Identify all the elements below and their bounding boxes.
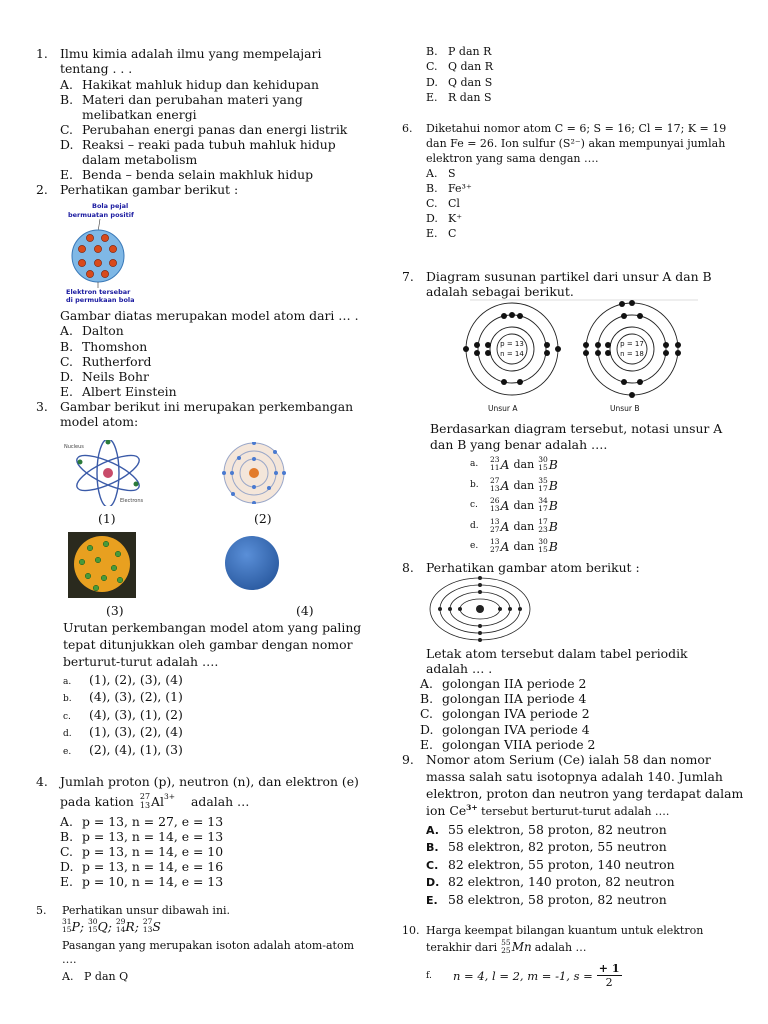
q2-option-b[interactable]: B. Thomshon (60, 339, 148, 354)
atom-model-3-figure (68, 532, 136, 598)
conjunction: dan (513, 478, 535, 492)
q9-option-b[interactable]: B. 58 elektron, 82 proton, 55 neutron (426, 839, 667, 854)
atomic-number: 23 (538, 525, 548, 534)
thomson-model-figure (60, 198, 150, 306)
q2-number: 2. (36, 182, 48, 197)
q3-question-line: tepat ditunjukkan oleh gambar dengan nomor (63, 637, 353, 652)
mass-number: 23 (490, 455, 500, 464)
q4-option-a[interactable]: A. p = 13, n = 27, e = 13 (60, 814, 224, 829)
element-symbol: A (500, 538, 510, 554)
q1-option-b-cont: melibatkan energi (82, 107, 197, 122)
q5-number: 5. (36, 904, 47, 917)
mass-number: 13 (490, 517, 500, 526)
option-letter: e. (470, 541, 479, 551)
element-symbol: A (500, 477, 510, 493)
q6-line: Diketahui nomor atom C = 6; S = 16; Cl = 17; K = 19 (426, 122, 727, 135)
mass-number: 26 (490, 496, 500, 505)
q2-option-e[interactable]: E. Albert Einstein (60, 384, 177, 399)
q5-question: Pasangan yang merupakan isoton adalah atom-atom (62, 939, 355, 952)
q8-question: Letak atom tersebut dalam tabel periodik (426, 646, 688, 661)
q3-stem: Gambar berikut ini merupakan perkembangan (60, 399, 354, 414)
q1-number: 1. (36, 46, 48, 61)
q9-line: ion $Ce^{3+}$ tersebut berturut-turut adalah …. (426, 803, 670, 819)
element-symbol: B (548, 456, 558, 472)
q2-stem: Perhatikan gambar berikut : (60, 182, 239, 197)
atomic-number: 17 (538, 484, 548, 493)
q8-option-a[interactable]: A. golongan IIA periode 2 (420, 676, 587, 691)
q5-nuclide-list: 31 15 P ; 30 15 Q ; 29 14 R ; 27 13 S (62, 917, 161, 934)
atom-a-neutrons: n = 14 (500, 350, 524, 358)
conjunction: dan (513, 539, 535, 553)
q2-question: Gambar diatas merupakan model atom dari … . (60, 308, 359, 323)
q7-option-a[interactable] (470, 456, 558, 472)
figure-label: Elektron tersebar (66, 288, 131, 296)
atomic-number: 27 (490, 525, 500, 534)
q4-number: 4. (36, 774, 48, 789)
q8-question: adalah … . (426, 661, 493, 676)
q4-option-b[interactable]: B. p = 13, n = 14, e = 13 (60, 829, 224, 844)
element-symbol: A (500, 497, 510, 513)
element-symbol: B (548, 518, 558, 534)
option-letter: a. (470, 459, 479, 469)
q10-number: 10. (402, 924, 420, 937)
figure-label: Electrons (120, 498, 144, 504)
fig-label-3: (3) (106, 603, 124, 618)
q9-option-c[interactable]: C. 82 elektron, 55 proton, 140 neutron (426, 857, 675, 872)
q5-option-e[interactable]: E. R dan S (426, 91, 492, 104)
figure-label: di permukaan bola (66, 296, 135, 304)
q7-question: Berdasarkan diagram tersebut, notasi unsur A (430, 421, 723, 436)
q9-option-e[interactable]: E. 58 elektron, 58 proton, 82 neutron (426, 892, 667, 907)
q5-option-a[interactable]: A. P dan Q (62, 970, 129, 983)
q5-option-c[interactable]: C. Q dan R (426, 60, 493, 73)
q4-option-c[interactable]: C. p = 13, n = 14, e = 10 (60, 844, 224, 859)
mass-number: 35 (538, 476, 548, 485)
mass-number: 27 (139, 792, 151, 801)
q7-option-d[interactable] (470, 518, 558, 534)
conjunction: dan (513, 498, 535, 512)
conjunction: dan (513, 519, 535, 533)
q6-option-b[interactable]: B. Fe³⁺ (426, 182, 472, 195)
q7-option-e[interactable] (470, 538, 558, 554)
atom-a-protons: p = 13 (500, 340, 524, 348)
atomic-number: 15 (538, 463, 548, 472)
q3-question-line: berturut-turut adalah …. (63, 654, 219, 669)
q1-option-d[interactable]: D. Reaksi – reaki pada tubuh mahluk hidup (60, 137, 336, 152)
q3-option-c[interactable]: c. (4), (3), (1), (2) (63, 707, 183, 722)
q7-option-b[interactable] (470, 477, 558, 493)
q9-line: massa salah satu isotopnya adalah 140. Jumlah (426, 769, 723, 784)
q8-option-e[interactable]: E. golongan VIIA periode 2 (420, 737, 596, 752)
q3-question-line: Urutan perkembangan model atom yang paling (63, 620, 362, 635)
q5-question: …. (62, 953, 77, 966)
q6-option-d[interactable]: D. K⁺ (426, 212, 463, 225)
q3-option-b[interactable]: b. (4), (3), (2), (1) (63, 689, 183, 704)
mass-number: 34 (538, 496, 548, 505)
figure-label: Bola pejal (92, 202, 129, 210)
atom-model-1-figure (62, 440, 152, 506)
q9-number: 9. (402, 752, 414, 767)
q1-option-a[interactable]: A. Hakikat mahluk hidup dan kehidupan (60, 77, 319, 92)
q6-line: dan Fe = 26. Ion sulfur (S²⁻) akan mempunyai jumlah (426, 137, 726, 150)
mass-number: 13 (490, 537, 500, 546)
q10-line: terakhir dari 55 25 Mn adalah … (426, 938, 587, 955)
q7-question: dan B yang benar adalah …. (430, 437, 608, 452)
mass-number: 30 (538, 455, 548, 464)
fig-label-1: (1) (98, 511, 116, 526)
atomic-number: 13 (490, 484, 500, 493)
fig-label-2: (2) (254, 511, 272, 526)
atom-b (586, 303, 678, 395)
q9-option-a[interactable]: A. 55 elektron, 58 proton, 82 neutron (426, 822, 667, 837)
q9-option-d[interactable]: D. 82 elektron, 140 proton, 82 neutron (426, 874, 675, 889)
electron-configuration-diagram (452, 298, 702, 416)
element-symbol: A (500, 456, 510, 472)
atom-shell-figure (428, 576, 532, 642)
q4-option-e[interactable]: E. p = 10, n = 14, e = 13 (60, 874, 224, 889)
q8-option-d[interactable]: D. golongan IVA periode 4 (420, 722, 590, 737)
q5-stem: Perhatikan unsur dibawah ini. (62, 904, 231, 917)
atomic-number: 13 (139, 801, 151, 810)
q7-stem: Diagram susunan partikel dari unsur A dan B (426, 269, 712, 284)
q6-option-c[interactable]: C. Cl (426, 197, 460, 210)
element-symbol: Al (151, 793, 164, 809)
q8-option-b[interactable]: B. golongan IIA periode 4 (420, 691, 587, 706)
q2-option-d[interactable]: D. Neils Bohr (60, 369, 149, 384)
atomic-number: 11 (490, 463, 500, 472)
q1-option-c[interactable]: C. Perubahan energi panas dan energi listrik (60, 122, 348, 137)
q8-option-c[interactable]: C. golongan IVA periode 2 (420, 706, 590, 721)
q1-stem: tentang . . . (60, 61, 133, 76)
q2-option-a[interactable]: A. Dalton (60, 323, 124, 338)
atom-b-neutrons: n = 18 (620, 350, 644, 358)
q7-stem: adalah sebagai berikut. (426, 284, 574, 299)
element-symbol: A (500, 518, 510, 534)
q10-option-f[interactable]: f. n = 4, l = 2, m = -1, s = $\frac{+ 1}{2}$ (426, 962, 620, 989)
atomic-number: 17 (538, 504, 548, 513)
q10-line: Harga keempat bilangan kuantum untuk elektron (426, 924, 704, 937)
atom-b-label: Unsur B (610, 404, 640, 413)
ion-charge: 3+ (163, 792, 176, 801)
element-symbol: B (548, 497, 558, 513)
q9-line: elektron, proton dan neutron yang terdapat dalam (426, 786, 744, 801)
q4-option-d[interactable]: D. p = 13, n = 14, e = 16 (60, 859, 224, 874)
conjunction: dan (513, 457, 535, 471)
q1-option-e[interactable]: E. Benda – benda selain makhluk hidup (60, 167, 314, 182)
q3-option-e[interactable]: e. (2), (4), (1), (3) (63, 742, 183, 757)
atom-model-2-figure (218, 442, 290, 504)
atomic-number: 27 (490, 545, 500, 554)
atom-model-4-figure (224, 534, 280, 592)
q3-option-d[interactable]: d. (1), (3), (2), (4) (63, 724, 183, 739)
q8-stem: Perhatikan gambar atom berikut : (426, 560, 640, 575)
q6-line: elektron yang sama dengan …. (426, 152, 599, 165)
q3-stem: model atom: (60, 414, 139, 429)
fig-label-4: (4) (296, 603, 314, 618)
figure-label: Nucleus (64, 444, 84, 450)
option-letter: b. (470, 480, 479, 490)
q3-number: 3. (36, 399, 48, 414)
q6-option-a[interactable]: A. S (426, 167, 456, 180)
atom-b-protons: p = 17 (620, 340, 644, 348)
q6-number: 6. (402, 122, 413, 135)
mass-number: 27 (490, 476, 500, 485)
q4-kation-line: pada kation 27 13 Al $^{3+}$ adalah … (60, 792, 250, 810)
q8-number: 8. (402, 560, 414, 575)
q3-option-a[interactable]: a. (1), (2), (3), (4) (63, 672, 183, 687)
atomic-number: 15 (538, 545, 548, 554)
atom-a-label: Unsur A (488, 404, 518, 413)
spin-fraction: $\frac{+ 1}{2}$ (598, 962, 620, 989)
q1-option-b[interactable]: B. Materi dan perubahan materi yang (60, 92, 303, 107)
element-symbol: B (548, 538, 558, 554)
q5-option-b[interactable]: B. P dan R (426, 45, 492, 58)
option-letter: d. (470, 521, 479, 531)
q2-option-c[interactable]: C. Rutherford (60, 354, 152, 369)
q1-option-d-cont: dalam metabolism (82, 152, 198, 167)
atomic-number: 13 (490, 504, 500, 513)
q4-stem: Jumlah proton (p), neutron (n), dan elektron (e) (60, 774, 359, 789)
q7-number: 7. (402, 269, 414, 284)
element-symbol: B (548, 477, 558, 493)
q5-option-d[interactable]: D. Q dan S (426, 76, 493, 89)
q7-option-c[interactable] (470, 497, 558, 513)
q1-stem: Ilmu kimia adalah ilmu yang mempelajari (60, 46, 322, 61)
q9-line: Nomor atom Serium (Ce) ialah 58 dan nomor (426, 752, 711, 767)
mass-number: 17 (538, 517, 548, 526)
q6-option-e[interactable]: E. C (426, 227, 457, 240)
figure-label: bermuatan positif (68, 211, 134, 219)
mass-number: 30 (538, 537, 548, 546)
option-letter: c. (470, 500, 478, 510)
